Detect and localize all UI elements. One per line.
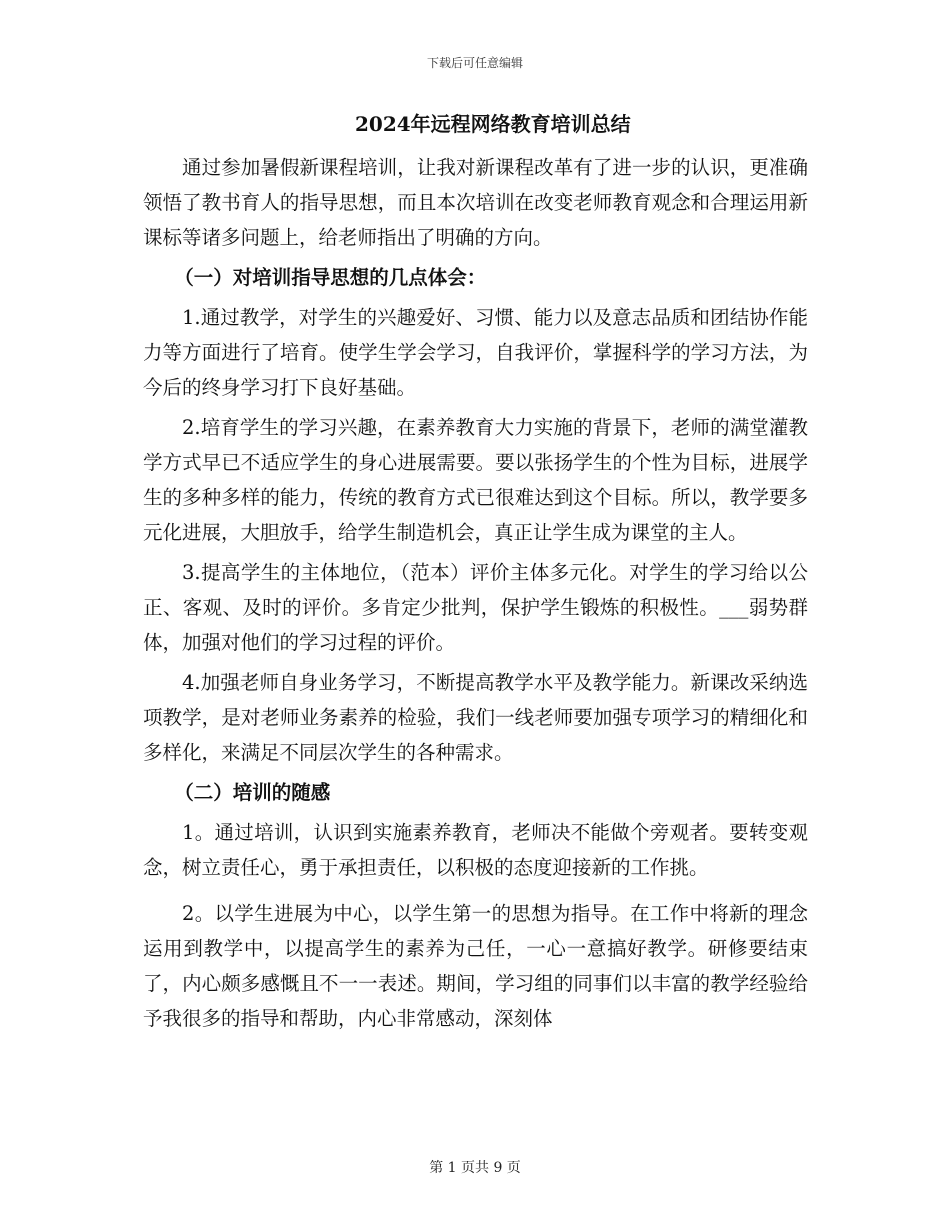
section-1-item-4: 4.加强老师自身业务学习，不断提高教学水平及教学能力。新课改采纳选项教学，是对老师业务素养的检验，我们一线老师要加强专项学习的精细化和多样化，来满足不同层次学生的各种需求。	[143, 671, 808, 764]
section-1-item-3: 3.提高学生的主体地位，（范本）评价主体多元化。对学生的学习给以公正、客观、及时的评价。多肯定少批判，保护学生锻炼的积极性。___弱势群体，加强对他们的学习过程的评价。	[143, 561, 808, 654]
section-1-heading: （一）对培训指导思想的几点体会：	[174, 266, 487, 289]
document-title: 2024年远程网络教育培训总结	[355, 112, 631, 136]
section-2-item-2: 2。以学生进展为中心，以学生第一的思想为指导。在工作中将新的理念运用到教学中，以提高学生的素养为己任，一心一意搞好教学。研修要结束了，内心颇多感慨且不一一表述。期间，学习组的同事们以丰富的教学经验给予我很多的指导和帮助，内心非常感动，深刻体	[143, 902, 808, 1030]
document-body	[143, 110, 808, 1041]
section-1-item-2: 2.培育学生的学习兴趣，在素养教育大力实施的背景下，老师的满堂灌教学方式早已不适应学生的身心进展需要。要以张扬学生的个性为目标，进展学生的多种多样的能力，传统的教育方式已很难达到这个目标。所以，教学要多元化进展，大胆放手，给学生制造机会，真正让学生成为课堂的主人。	[143, 416, 808, 544]
header-note: 下载后可任意编辑	[426, 56, 523, 70]
intro-paragraph: 通过参加暑假新课程培训，让我对新课程改革有了进一步的认识，更准确领悟了教书育人的指导思想，而且本次培训在改变老师教育观念和合理运用新课标等诸多问题上，给老师指出了明确的方向。	[143, 156, 808, 249]
section-2-item-1: 1。通过培训，认识到实施素养教育，老师决不能做个旁观者。要转变观念，树立责任心，勇于承担责任，以积极的态度迎接新的工作挑。	[143, 821, 808, 879]
page-footer: 第 1 页共 9 页	[429, 1160, 521, 1176]
section-1-item-1: 1.通过教学，对学生的兴趣爱好、习惯、能力以及意志品质和团结协作能力等方面进行了培育。使学生学会学习，自我评价，掌握科学的学习方法，为今后的终身学习打下良好基础。	[143, 306, 808, 399]
section-2-heading: （二）培训的随感	[174, 781, 331, 804]
